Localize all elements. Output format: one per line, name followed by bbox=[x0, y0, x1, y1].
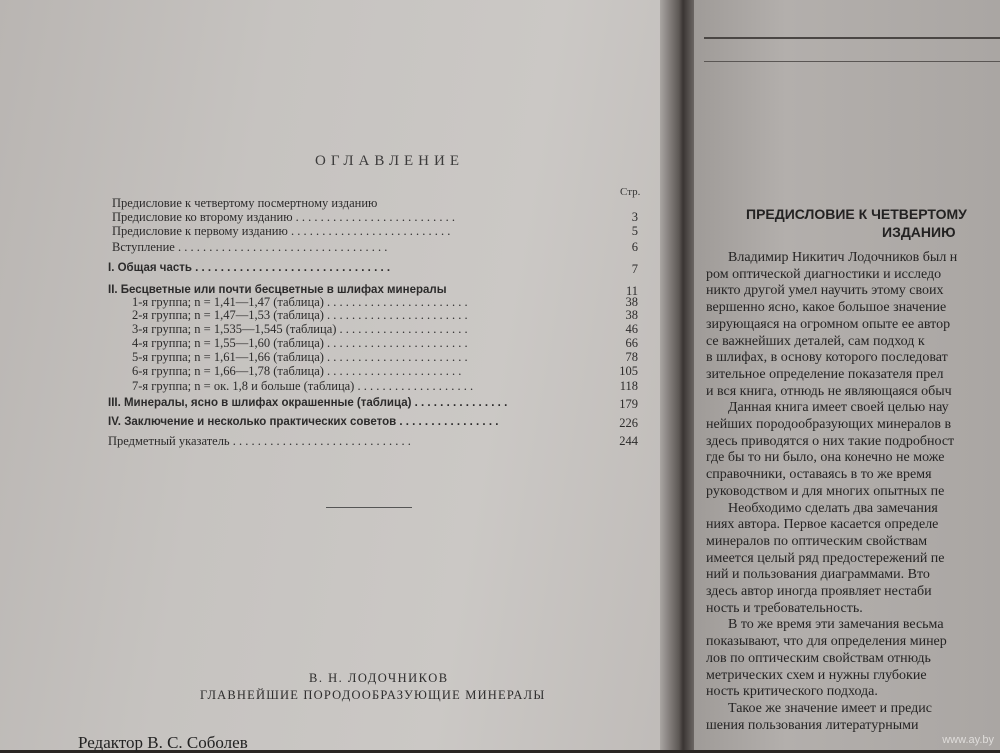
toc-entry bbox=[0, 379, 660, 393]
book-author: В. Н. ЛОДОЧНИКОВ bbox=[309, 671, 449, 685]
preface-text-line: ность и требовательность. bbox=[706, 600, 863, 616]
toc-entry bbox=[0, 196, 660, 210]
preface-text-line: никто другой умел научить этому своих bbox=[706, 283, 944, 299]
toc-entry-title: III. Минералы, ясно в шлифах окрашенные (таблица) . . . . . . . . . . . . . . . bbox=[108, 397, 508, 409]
toc-entry-title: Предисловие ко второму изданию . . . . . . . . . . . . . . . . . . . . . . . . . . bbox=[112, 210, 456, 224]
toc-entry-title: 1-я группа; n = 1,41—1,47 (таблица) . . . . . . . . . . . . . . . . . . . . . . . bbox=[132, 295, 468, 309]
preface-text-line: зительное определение показателя прел bbox=[706, 366, 944, 382]
toc-entry-page: 46 bbox=[625, 322, 638, 336]
preface-text-line: ром оптической диагностики и исследо bbox=[706, 266, 942, 282]
toc-entry bbox=[0, 364, 660, 378]
toc-entry bbox=[0, 350, 660, 364]
toc-entry bbox=[0, 240, 660, 254]
toc-entry bbox=[0, 308, 660, 322]
toc-entry bbox=[0, 322, 660, 336]
toc-entry bbox=[0, 262, 660, 276]
toc-entry-page: 7 bbox=[631, 262, 638, 276]
toc-entry bbox=[0, 224, 660, 238]
toc-entry-title: Предисловие к четвертому посмертному изданию bbox=[112, 196, 378, 210]
preface-title-line1: ПРЕДИСЛОВИЕ К ЧЕТВЕРТОМУ bbox=[746, 206, 967, 222]
toc-entry bbox=[0, 336, 660, 350]
preface-text-line: лов по оптическим свойствам отнюдь bbox=[706, 650, 931, 666]
toc-entry-page: 78 bbox=[625, 350, 638, 364]
preface-text-line: Необходимо сделать два замечания bbox=[728, 500, 938, 516]
header-rule bbox=[704, 37, 1000, 39]
toc-entry-page: 6 bbox=[631, 240, 638, 254]
toc-entry-page: 105 bbox=[619, 364, 638, 378]
toc-entry-title: 2-я группа; n = 1,47—1,53 (таблица) . . . . . . . . . . . . . . . . . . . . . . . bbox=[132, 308, 468, 322]
preface-text-line: ность критического подхода. bbox=[706, 684, 878, 700]
preface-text-line: где бы то ни было, она конечно не може bbox=[706, 450, 945, 466]
preface-text-line: се важнейших деталей, сам подход к bbox=[706, 333, 925, 349]
preface-text-line: здесь автор иногда проявляет нестаби bbox=[706, 584, 932, 599]
preface-text-line: и вся книга, отнюдь не являющаяся обыч bbox=[706, 383, 952, 399]
toc-entry-title: 3-я группа; n = 1,535—1,545 (таблица) . . . . . . . . . . . . . . . . . . . . . bbox=[132, 322, 468, 336]
preface-text-line: Владимир Никитич Лодочников был н bbox=[728, 250, 958, 265]
preface-text-line: в шлифах, в основу которого последоват bbox=[706, 350, 948, 366]
preface-text-line: нейших породообразующих минералов в bbox=[706, 417, 952, 432]
header-rule-thin bbox=[704, 61, 1000, 62]
preface-text-line: показывают, что для определения минер bbox=[706, 634, 947, 650]
preface-text-line: Данная книга имеет своей целью нау bbox=[728, 400, 949, 416]
preface-text-line: метрических схем и нужны глубокие bbox=[706, 667, 927, 683]
preface-text-line: руководством и для многих опытных пе bbox=[706, 483, 945, 499]
toc-entry-title: II. Бесцветные или почти бесцветные в шлифах минералы bbox=[108, 284, 447, 296]
preface-text-line: зирующаяся на огромном опыте ее автор bbox=[706, 316, 951, 332]
preface-text-line: здесь приводятся о них такие подробност bbox=[706, 433, 955, 449]
toc-entry-page: 66 bbox=[625, 336, 638, 350]
divider-rule bbox=[326, 507, 412, 508]
preface-text-line: шения пользования литературными bbox=[706, 717, 919, 733]
toc-entry-title: Предметный указатель . . . . . . . . . . . . . . . . . . . . . . . . . . . . . bbox=[108, 434, 411, 448]
preface-text-line: В то же время эти замечания весьма bbox=[728, 617, 944, 633]
preface-text-line: ниях автора. Первое касается определе bbox=[706, 517, 939, 533]
toc-entry-page: 244 bbox=[619, 434, 638, 448]
right-page bbox=[694, 0, 1000, 750]
toc-entry-page: 226 bbox=[619, 416, 638, 430]
preface-text-line: Такое же значение имеет и предис bbox=[728, 700, 932, 716]
preface-text-line: ний и пользования диаграммами. Вто bbox=[706, 567, 930, 583]
toc-entry-title: 6-я группа; n = 1,66—1,78 (таблица) . . . . . . . . . . . . . . . . . . . . . . bbox=[132, 364, 462, 378]
toc-entry-title: I. Общая часть . . . . . . . . . . . . . . . . . . . . . . . . . . . . . . . bbox=[108, 262, 391, 274]
watermark: www.ay.by bbox=[942, 734, 994, 746]
toc-entry-page: 11 bbox=[625, 284, 638, 298]
toc-entry-title: 4-я группа; n = 1,55—1,60 (таблица) . . . . . . . . . . . . . . . . . . . . . . . bbox=[132, 336, 468, 350]
toc-entry bbox=[0, 434, 660, 448]
toc-entry bbox=[0, 210, 660, 224]
preface-title-line2: ИЗДАНИЮ bbox=[882, 224, 956, 240]
preface-text-line: справочники, оставаясь в то же время bbox=[706, 467, 932, 483]
toc-entry-page: 38 bbox=[625, 308, 638, 322]
toc-entry-title: IV. Заключение и несколько практических советов . . . . . . . . . . . . . . . . bbox=[108, 416, 499, 428]
toc-entry-title: 5-я группа; n = 1,61—1,66 (таблица) . . . . . . . . . . . . . . . . . . . . . . . bbox=[132, 350, 468, 364]
toc-entry-page: 3 bbox=[631, 210, 638, 224]
toc-entry-page: 38 bbox=[625, 295, 638, 309]
book-title: ГЛАВНЕЙШИЕ ПОРОДООБРАЗУЮЩИЕ МИНЕРАЛЫ bbox=[200, 688, 546, 702]
toc-entry-title: Предисловие к первому изданию . . . . . . . . . . . . . . . . . . . . . . . . . . bbox=[112, 224, 451, 238]
toc-entry-page: 179 bbox=[619, 397, 638, 411]
page-column-header: Стр. bbox=[620, 186, 641, 198]
editor-credit: Редактор В. С. Соболев bbox=[78, 733, 248, 752]
toc-entry bbox=[0, 295, 660, 309]
preface-text-line: имеется целый ряд предостережений пе bbox=[706, 550, 945, 566]
preface-text-line: вершенно ясно, какое большое значение bbox=[706, 300, 947, 316]
toc-entry-title: Вступление . . . . . . . . . . . . . . . . . . . . . . . . . . . . . . . . . . bbox=[112, 240, 388, 254]
toc-heading: ОГЛАВЛЕНИЕ bbox=[315, 153, 464, 169]
toc-entry-page: 118 bbox=[619, 379, 638, 393]
toc-entry-page: 5 bbox=[631, 224, 638, 238]
toc-entry bbox=[0, 397, 660, 411]
toc-entry-title: 7-я группа; n = ок. 1,8 и больше (таблица) . . . . . . . . . . . . . . . . . . . bbox=[132, 379, 474, 393]
preface-text-line: минералов по оптическим свойствам bbox=[706, 533, 928, 549]
toc-entry bbox=[0, 416, 660, 430]
